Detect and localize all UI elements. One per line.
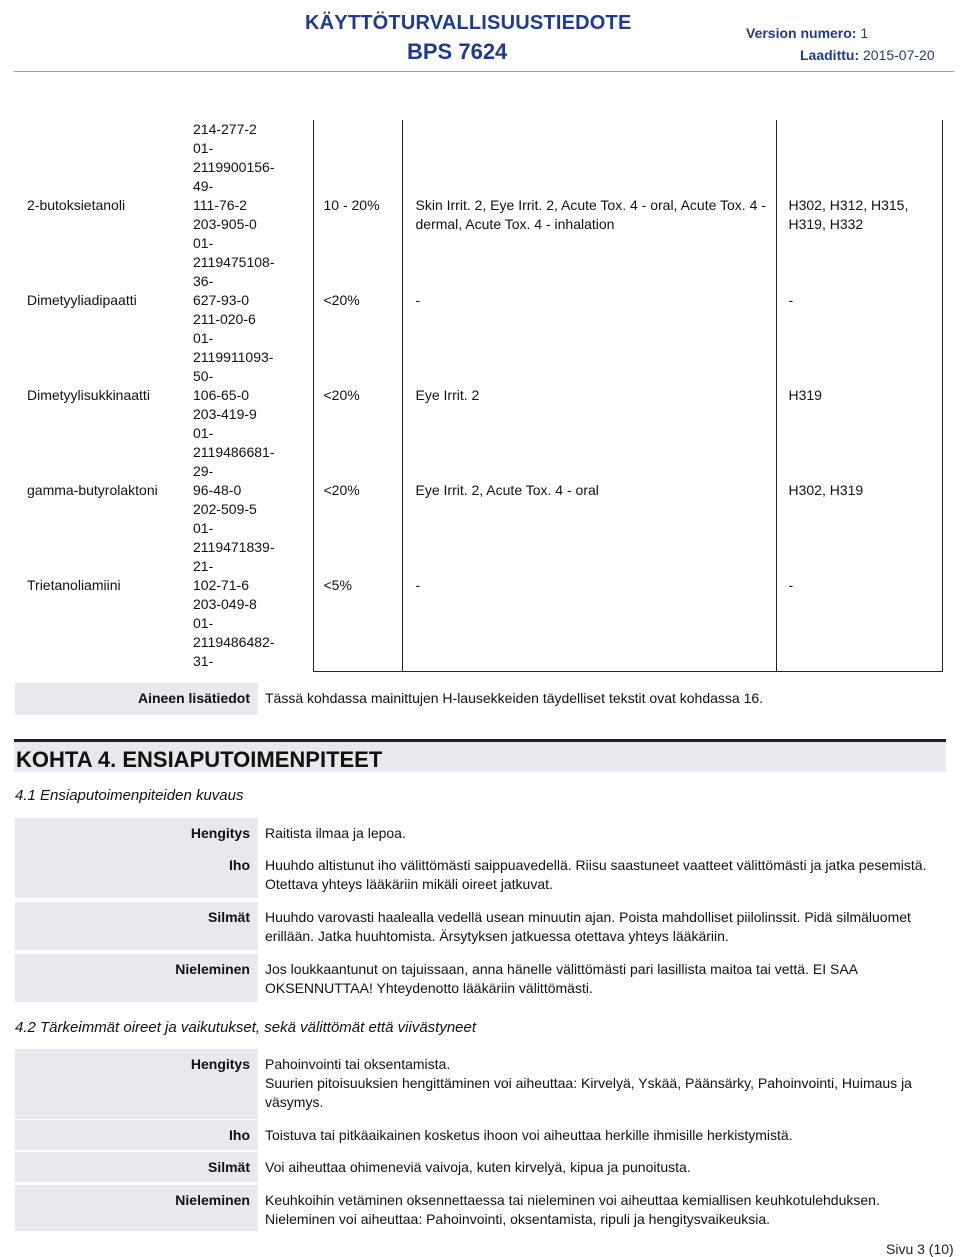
table-row	[15, 291, 943, 386]
symptom-line: Keuhkoihin vetäminen oksennettaessa tai nieleminen voi aiheuttaa kemiallisen keuhkotulehduksen.	[265, 1192, 880, 1208]
component-ids: 214-277-2 01- 2119900156- 49-	[193, 121, 275, 194]
date-value: 2015-07-20	[863, 47, 935, 63]
component-ids: 627-93-0 211-020-6 01- 2119911093- 50-	[193, 292, 274, 384]
table-row	[15, 576, 943, 671]
symptom-line: Pahoinvointi tai oksentamista.	[265, 1056, 451, 1072]
date-info	[800, 46, 935, 65]
component-concentration: <20%	[313, 386, 402, 481]
component-name: Trietanoliamiini	[27, 577, 121, 593]
date-label: Laadittu:	[800, 47, 860, 63]
symptom-text-iho: Toistuva tai pitkäaikainen kosketus ihoon voi aiheuttaa herkille ihmisille herkistymistä.	[265, 1127, 793, 1143]
symptom-label-nieleminen: Nieleminen	[15, 1185, 258, 1231]
version-label: Version numero:	[746, 25, 857, 41]
component-classification	[402, 120, 776, 196]
component-name: Dimetyylisukkinaatti	[27, 387, 150, 403]
table-row	[15, 481, 943, 576]
component-classification: -	[402, 576, 776, 671]
version-info	[746, 24, 868, 43]
symptom-line: Suurien pitoisuuksien hengittäminen voi aiheuttaa: Kirvelyä, Yskää, Päänsärky, Pahoinvointi, Huimaus ja väsymys.	[265, 1074, 912, 1110]
component-h-statements: -	[776, 291, 943, 386]
first-aid-label-hengitys: Hengitys	[15, 818, 258, 850]
first-aid-label-silmat: Silmät	[15, 902, 258, 950]
document-header	[0, 0, 960, 110]
component-h-statements: H302, H319	[776, 481, 943, 576]
component-concentration: <5%	[313, 576, 402, 671]
symptom-text-nieleminen	[265, 1185, 945, 1229]
component-ids: 111-76-2 203-905-0 01- 2119475108- 36-	[193, 197, 275, 289]
section-title: KOHTA 4. ENSIAPUTOIMENPITEET	[16, 747, 383, 772]
component-h-statements: -	[776, 576, 943, 671]
first-aid-text-silmat: Huuhdo varovasti haalealla vedellä usean minuutin ajan. Poista mahdolliset piilolinssit. Pidä silmäluomet erillään. Jatka huuhtomista. Ärsytyksen jatkuessa otettava yhteys lääkäriin.	[265, 909, 911, 944]
component-name	[15, 120, 183, 196]
components-table	[15, 120, 943, 672]
symptom-label-iho: Iho	[15, 1120, 258, 1150]
first-aid-text-hengitys: Raitista ilmaa ja lepoa.	[265, 825, 406, 841]
component-classification: Eye Irrit. 2	[402, 386, 776, 481]
symptom-label-hengitys: Hengitys	[15, 1049, 258, 1119]
additional-info-text: Tässä kohdassa mainittujen H-lausekkeiden täydelliset tekstit ovat kohdassa 16.	[265, 690, 764, 706]
component-classification: Skin Irrit. 2, Eye Irrit. 2, Acute Tox. 4 - oral, Acute Tox. 4 - dermal, Acute Tox. 4 - inhalation	[402, 196, 776, 291]
symptom-label-silmat: Silmät	[15, 1152, 258, 1182]
product-name: BPS 7624	[407, 39, 508, 64]
component-ids: 106-65-0 203-419-9 01- 2119486681- 29-	[193, 387, 275, 479]
component-concentration: <20%	[313, 291, 402, 386]
component-h-statements: H319	[776, 386, 943, 481]
component-name: 2-butoksietanoli	[27, 197, 126, 213]
component-h-statements: H302, H312, H315, H319, H332	[776, 196, 943, 291]
subsection-title: 4.2 Tärkeimmät oireet ja vaikutukset, sekä välittömät että viivästyneet	[15, 1019, 477, 1036]
first-aid-label-iho: Iho	[15, 850, 258, 898]
first-aid-text-iho: Huuhdo altistunut iho välittömästi saippuavedellä. Riisu saastuneet vaatteet välittömästi ja jatka pesemistä. Otettava yhteys lääkäriin mikäli oireet jatkuvat.	[265, 857, 927, 892]
component-concentration: <20%	[313, 481, 402, 576]
table-row	[15, 196, 943, 291]
component-name: gamma-butyrolaktoni	[27, 482, 158, 498]
additional-info-row	[15, 683, 943, 715]
symptom-line: Nieleminen voi aiheuttaa: Pahoinvointi, oksentamista, ripuli ja hengitysvaikeuksia.	[265, 1210, 771, 1227]
version-value: 1	[860, 25, 869, 41]
first-aid-label-nieleminen: Nieleminen	[15, 954, 258, 1002]
component-classification: -	[402, 291, 776, 386]
symptom-text-hengitys	[265, 1049, 945, 1112]
section-header	[14, 739, 946, 772]
first-aid-text-nieleminen: Jos loukkaantunut on tajuissaan, anna hänelle välittömästi pari lasillista maitoa tai vettä. EI SAA OKSENNUTTAA! Yhteydenotto lääkäriin välittömästi.	[265, 961, 858, 996]
component-h-statements	[776, 120, 943, 196]
document-title: KÄYTTÖTURVALLISUUSTIEDOTE	[305, 12, 632, 34]
header-divider	[14, 71, 954, 72]
table-row	[15, 120, 943, 196]
page-number: Sivu 3 (10)	[886, 1241, 954, 1257]
component-concentration: 10 - 20%	[313, 196, 402, 291]
component-ids: 96-48-0 202-509-5 01- 2119471839- 21-	[193, 482, 275, 574]
table-row	[15, 386, 943, 481]
component-classification: Eye Irrit. 2, Acute Tox. 4 - oral	[402, 481, 776, 576]
component-concentration	[313, 120, 402, 196]
component-name: Dimetyyliadipaatti	[27, 292, 137, 308]
subsection-title: 4.1 Ensiaputoimenpiteiden kuvaus	[15, 787, 244, 804]
component-ids: 102-71-6 203-049-8 01- 2119486482- 31-	[193, 577, 275, 669]
symptom-text-silmat: Voi aiheuttaa ohimeneviä vaivoja, kuten kirvelyä, kipua ja punoitusta.	[265, 1159, 691, 1175]
additional-info-label: Aineen lisätiedot	[15, 683, 258, 715]
